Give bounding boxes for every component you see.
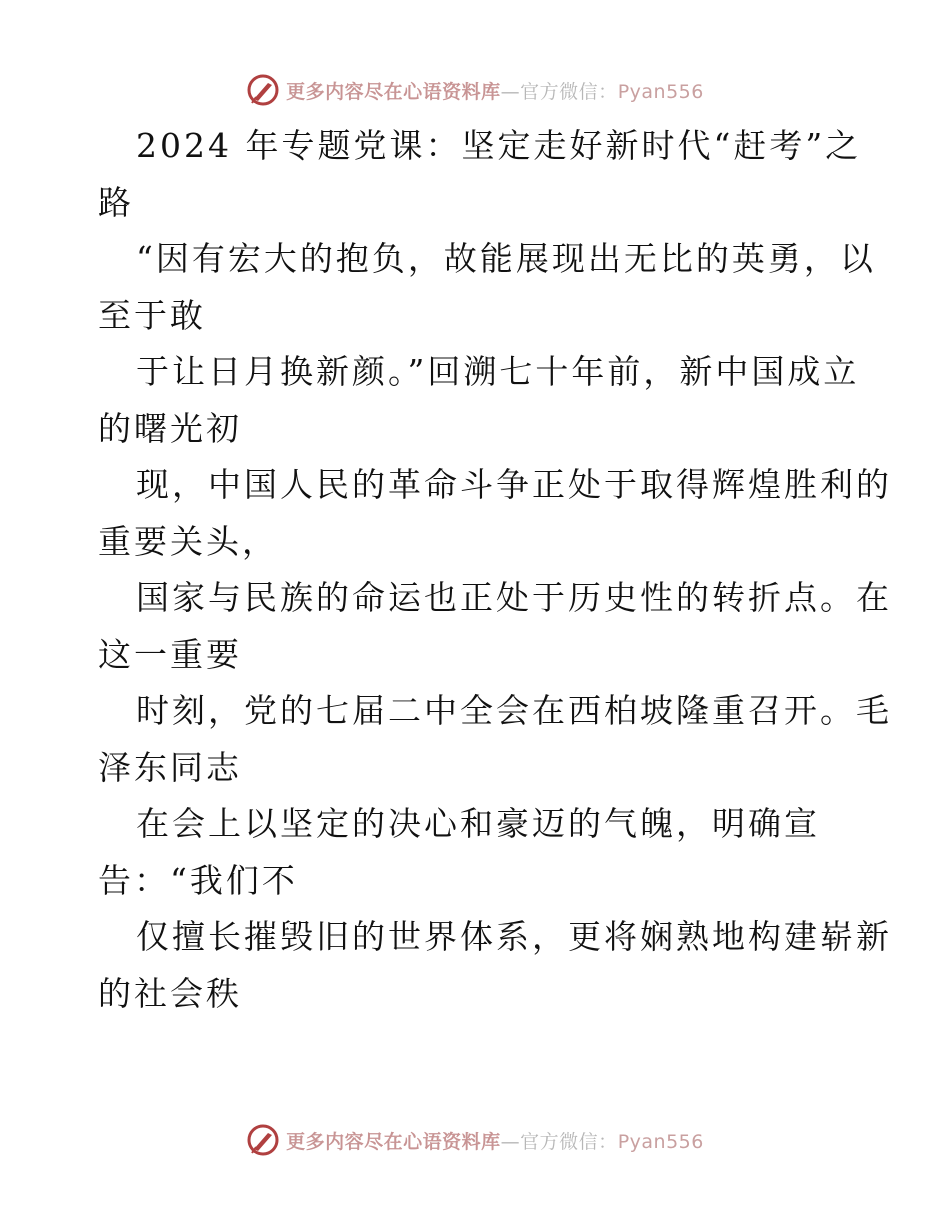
text-line: 路 (98, 182, 134, 222)
banner-brand-text: 更多内容尽在心语资料库 (286, 80, 501, 103)
header-watermark (0, 70, 950, 110)
banner-brand-text: 更多内容尽在心语资料库 (286, 1130, 501, 1153)
text-line: 国家与民族的命运也正处于历史性的转折点。在 (136, 578, 892, 617)
text-line: 这一重要 (98, 634, 242, 674)
text-line: 在会上以坚定的决心和豪迈的气魄，明确宣 (136, 804, 820, 843)
text-line: 现，中国人民的革命斗争正处于取得辉煌胜利的 (136, 465, 892, 504)
text-line: 于让日月换新颜。”回溯七十年前，新中国成立 (136, 352, 860, 391)
text-line: 告：“我们不 (98, 860, 298, 900)
pen-logo-icon (246, 73, 280, 107)
document-body (98, 118, 892, 1022)
text-line: 重要关头， (98, 521, 278, 561)
banner-separator-text: —官方微信： (500, 1130, 618, 1153)
text-line: 至于敢 (98, 295, 206, 335)
text-line: 的社会秩 (98, 973, 242, 1013)
banner-separator-text: —官方微信： (500, 80, 618, 103)
footer-watermark (0, 1120, 950, 1160)
banner-wechat-id: Pyan556 (617, 80, 704, 103)
text-line: “因有宏大的抱负，故能展现出无比的英勇，以 (136, 239, 876, 278)
text-line: 时刻，党的七届二中全会在西柏坡隆重召开。毛 (136, 691, 892, 730)
pen-logo-icon (246, 1123, 280, 1157)
text-line: 泽东同志 (98, 747, 242, 787)
text-line: 2024 年专题党课：坚定走好新时代“赶考”之 (136, 126, 862, 165)
text-line: 仅擅长摧毁旧的世界体系，更将娴熟地构建崭新 (136, 917, 892, 956)
banner-wechat-id: Pyan556 (617, 1130, 704, 1153)
text-line: 的曙光初 (98, 408, 242, 448)
